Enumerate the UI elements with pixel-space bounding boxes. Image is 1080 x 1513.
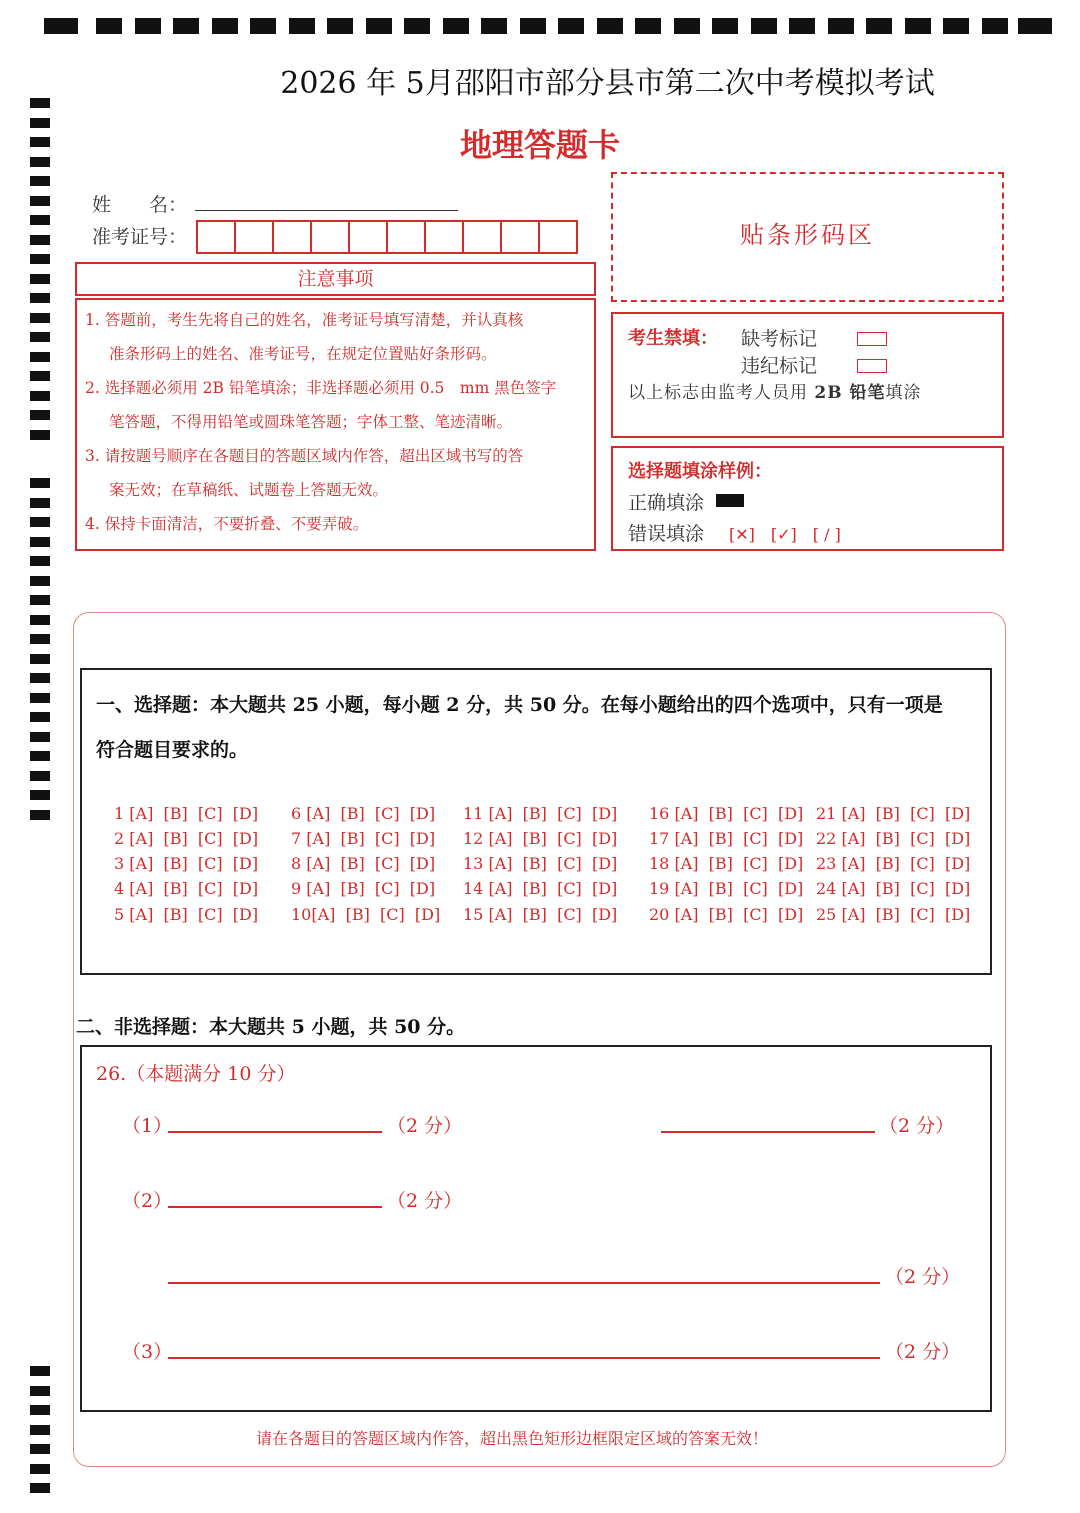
notice-box: [75, 298, 596, 551]
timing-mark: [30, 410, 50, 420]
id-cell[interactable]: [540, 222, 576, 252]
timing-mark: [712, 18, 738, 34]
mc-question-row[interactable]: 12 [A] [B] [C] [D]: [463, 829, 618, 848]
mc-question-row[interactable]: 9 [A] [B] [C] [D]: [291, 879, 436, 898]
timing-mark: [30, 595, 50, 605]
proctor-note-bold: 2B 铅笔: [814, 383, 886, 403]
q26-part3-label: （3）: [122, 1341, 173, 1363]
timing-mark: [30, 1386, 50, 1396]
timing-mark: [30, 712, 50, 722]
q26-part2-answer-line-b[interactable]: [168, 1282, 880, 1284]
timing-mark: [212, 18, 238, 34]
mc-question-row[interactable]: 1 [A] [B] [C] [D]: [114, 804, 259, 823]
timing-mark: [30, 556, 50, 566]
id-cell[interactable]: [464, 222, 502, 252]
barcode-area: [611, 172, 1004, 302]
timing-mark: [635, 18, 661, 34]
id-cell[interactable]: [274, 222, 312, 252]
timing-mark: [520, 18, 546, 34]
mc-question-row[interactable]: 16 [A] [B] [C] [D]: [649, 804, 804, 823]
id-cell[interactable]: [502, 222, 540, 252]
mc-question-row[interactable]: 15 [A] [B] [C] [D]: [463, 905, 618, 924]
timing-mark: [30, 751, 50, 761]
timing-mark: [982, 18, 1008, 34]
timing-mark: [30, 771, 50, 781]
free-response-heading: 二、非选择题：本大题共 5 小题，共 50 分。: [76, 1016, 466, 1038]
timing-mark: [30, 274, 50, 284]
timing-mark: [30, 352, 50, 362]
timing-mark: [30, 235, 50, 245]
q26-part2-label: （2）: [122, 1190, 173, 1212]
notice-line: 准条形码上的姓名、准考证号，在规定位置贴好条形码。: [109, 345, 497, 363]
fill-example-heading: 选择题填涂样例：: [628, 461, 772, 482]
timing-mark: [1018, 18, 1052, 34]
timing-mark: [44, 18, 78, 34]
timing-mark: [481, 18, 507, 34]
exam-title: 2026 年 5月邵阳市部分县市第二次中考模拟考试: [280, 66, 935, 101]
wrong-fill-label: 错误填涂: [628, 523, 705, 545]
timing-mark: [30, 790, 50, 800]
absent-label: 缺考标记: [741, 328, 818, 350]
timing-mark: [30, 293, 50, 303]
violation-label: 违纪标记: [741, 355, 818, 377]
mc-question-row[interactable]: 11 [A] [B] [C] [D]: [463, 804, 618, 823]
timing-mark: [289, 18, 315, 34]
timing-mark: [674, 18, 700, 34]
notice-line: 1. 答题前，考生先将自己的姓名，准考证号填写清楚，并认真核: [85, 311, 524, 329]
proctor-note-prefix: 以上标志由监考人员用: [628, 383, 815, 403]
id-cell[interactable]: [388, 222, 426, 252]
timing-mark: [30, 313, 50, 323]
q26-part1-answer-line-b[interactable]: [661, 1131, 875, 1133]
fill-example-box: [611, 446, 1004, 551]
timing-mark: [30, 430, 50, 440]
timing-mark: [828, 18, 854, 34]
q26-part3-points: （2 分）: [885, 1341, 961, 1363]
timing-mark: [30, 810, 50, 820]
q26-part2-points-b: （2 分）: [885, 1266, 961, 1288]
timing-mark: [866, 18, 892, 34]
timing-mark: [250, 18, 276, 34]
id-cell[interactable]: [350, 222, 388, 252]
mc-question-row[interactable]: 2 [A] [B] [C] [D]: [114, 829, 259, 848]
timing-mark: [30, 576, 50, 586]
violation-mark-box[interactable]: [857, 355, 887, 374]
q26-part1-answer-line-a[interactable]: [168, 1131, 382, 1133]
name-label: 姓 名：: [92, 194, 188, 216]
mc-question-row[interactable]: 8 [A] [B] [C] [D]: [291, 854, 436, 873]
notice-line: 笔答题，不得用铅笔或圆珠笔答题；字体工整、笔迹清晰。: [109, 413, 513, 431]
timing-mark: [30, 673, 50, 683]
question-26-box: [80, 1045, 992, 1412]
q26-part1-label: （1）: [122, 1115, 173, 1137]
mc-question-row[interactable]: 25 [A] [B] [C] [D]: [816, 905, 971, 924]
proctor-note-suffix: 填涂: [885, 383, 922, 403]
wrong-fill-samples: [✕] [✓] [ / ]: [729, 525, 841, 544]
timing-mark: [30, 196, 50, 206]
mc-question-row[interactable]: 14 [A] [B] [C] [D]: [463, 879, 618, 898]
timing-mark: [30, 732, 50, 742]
absent-mark-box[interactable]: [857, 328, 887, 347]
mc-question-row[interactable]: 10[A] [B] [C] [D]: [291, 905, 441, 924]
timing-mark: [905, 18, 931, 34]
q26-part1-points-b: （2 分）: [879, 1115, 955, 1137]
mc-question-row[interactable]: 22 [A] [B] [C] [D]: [816, 829, 971, 848]
id-cell[interactable]: [312, 222, 350, 252]
notice-heading: 注意事项: [75, 262, 596, 296]
timing-mark: [30, 371, 50, 381]
card-title: 地理答题卡: [459, 126, 620, 164]
proctor-note: [628, 378, 922, 403]
timing-mark: [30, 1464, 50, 1474]
timing-mark: [597, 18, 623, 34]
correct-fill-label: 正确填涂: [628, 492, 705, 514]
proctor-box: [611, 312, 1004, 438]
id-cell[interactable]: [236, 222, 274, 252]
timing-mark: [30, 1366, 50, 1376]
barcode-area-label: 贴条形码区: [740, 220, 875, 249]
timing-mark: [327, 18, 353, 34]
q26-title: 26.（本题满分 10 分）: [96, 1063, 296, 1085]
timing-mark: [135, 18, 161, 34]
mc-question-row[interactable]: 7 [A] [B] [C] [D]: [291, 829, 436, 848]
timing-mark: [30, 215, 50, 225]
timing-mark: [30, 254, 50, 264]
mc-question-row[interactable]: 4 [A] [B] [C] [D]: [114, 879, 259, 898]
mc-question-row[interactable]: 18 [A] [B] [C] [D]: [649, 854, 804, 873]
notice-line: 4. 保持卡面清洁，不要折叠、不要弄破。: [85, 515, 369, 533]
q26-part2-points-a: （2 分）: [387, 1190, 463, 1212]
proctor-heading: 考生禁填：: [628, 328, 718, 349]
timing-mark: [558, 18, 584, 34]
mc-question-row[interactable]: 23 [A] [B] [C] [D]: [816, 854, 971, 873]
multiple-choice-box: [80, 668, 992, 975]
mc-question-row[interactable]: 13 [A] [B] [C] [D]: [463, 854, 618, 873]
timing-mark: [30, 615, 50, 625]
timing-mark: [443, 18, 469, 34]
timing-mark: [404, 18, 430, 34]
timing-mark: [789, 18, 815, 34]
mc-heading-line2: 符合题目要求的。: [96, 739, 249, 761]
timing-mark: [30, 517, 50, 527]
timing-mark: [30, 332, 50, 342]
timing-mark: [30, 391, 50, 401]
timing-mark: [30, 498, 50, 508]
timing-mark: [30, 1483, 50, 1493]
mc-question-row[interactable]: 19 [A] [B] [C] [D]: [649, 879, 804, 898]
q26-part1-points-a: （2 分）: [387, 1115, 463, 1137]
mc-question-row[interactable]: 24 [A] [B] [C] [D]: [816, 879, 971, 898]
timing-mark: [96, 18, 122, 34]
exam-id-grid[interactable]: [196, 220, 578, 254]
timing-mark: [943, 18, 969, 34]
timing-mark: [30, 537, 50, 547]
mc-question-row[interactable]: 5 [A] [B] [C] [D]: [114, 905, 259, 924]
notice-line: 2. 选择题必须用 2B 铅笔填涂；非选择题必须用 0.5 mm 黑色签字: [85, 379, 557, 397]
q26-part3-answer-line[interactable]: [168, 1357, 880, 1359]
timing-mark: [30, 176, 50, 186]
mc-question-row[interactable]: 6 [A] [B] [C] [D]: [291, 804, 436, 823]
timing-mark: [30, 634, 50, 644]
timing-mark: [751, 18, 777, 34]
name-field[interactable]: [195, 210, 458, 211]
footer-warning: 请在各题目的答题区域内作答，超出黑色矩形边框限定区域的答案无效！: [255, 1429, 768, 1448]
correct-fill-sample: [716, 494, 744, 507]
mc-question-row[interactable]: 17 [A] [B] [C] [D]: [649, 829, 804, 848]
id-cell[interactable]: [198, 222, 236, 252]
mc-question-row[interactable]: 3 [A] [B] [C] [D]: [114, 854, 259, 873]
id-cell[interactable]: [426, 222, 464, 252]
timing-mark: [30, 693, 50, 703]
timing-mark: [366, 18, 392, 34]
mc-heading-line1: 一、选择题：本大题共 25 小题，每小题 2 分，共 50 分。在每小题给出的四个选项中，只有一项是: [96, 694, 943, 716]
timing-mark: [30, 654, 50, 664]
id-label: 准考证号：: [92, 226, 188, 248]
timing-mark: [30, 478, 50, 488]
notice-line: 案无效；在草稿纸、试题卷上答题无效。: [109, 481, 389, 499]
mc-question-row[interactable]: 20 [A] [B] [C] [D]: [649, 905, 804, 924]
notice-line: 3. 请按题号顺序在各题目的答题区域内作答，超出区域书写的答: [85, 447, 524, 465]
mc-question-row[interactable]: 21 [A] [B] [C] [D]: [816, 804, 971, 823]
timing-mark: [173, 18, 199, 34]
timing-mark: [30, 1405, 50, 1415]
q26-part2-answer-line-a[interactable]: [168, 1206, 382, 1208]
